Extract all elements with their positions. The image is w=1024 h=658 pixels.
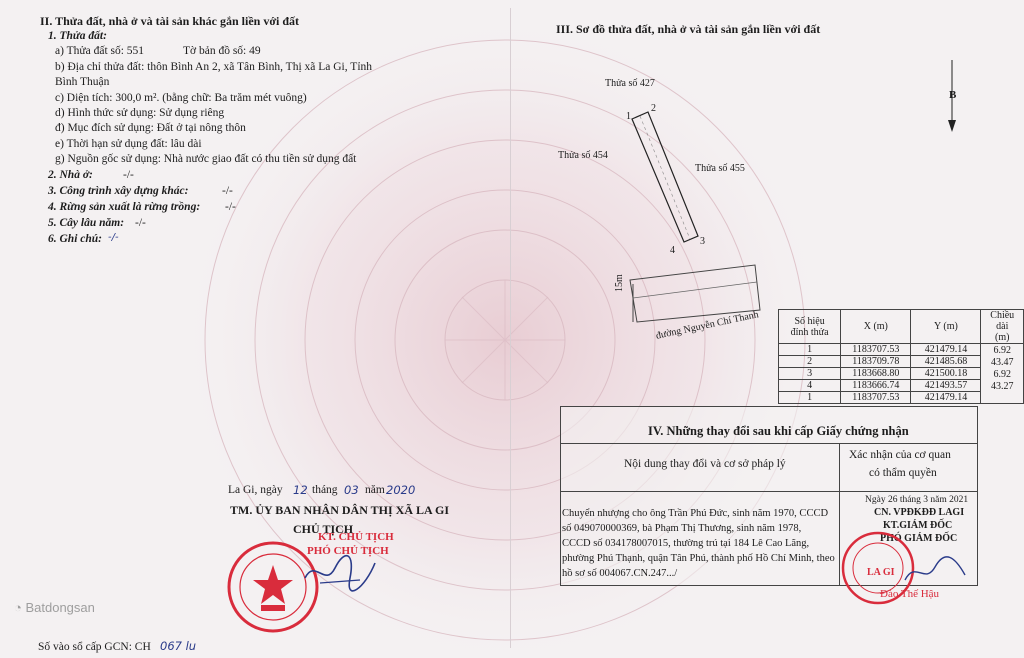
- coordinate-table-header: [779, 310, 1024, 344]
- sign-date-year-label: năm: [365, 484, 385, 496]
- parcel-area: c) Diện tích: 300,0 m². (bằng chữ: Ba trăm mét vuông): [55, 92, 307, 104]
- confirm-kt-director: KT.GIÁM ĐỐC: [883, 520, 953, 531]
- batdongsan-watermark-text: Batdongsan: [25, 600, 95, 615]
- table-row: [779, 380, 1024, 392]
- north-letter: B: [949, 89, 957, 101]
- label-parcel-455: Thửa số 455: [695, 163, 745, 174]
- usage-origin: g) Nguồn gốc sử dụng: Nhà nước giao đất có thu tiền sử dụng đất: [55, 153, 357, 165]
- red-title-kt: KT. CHỦ TỊCH: [318, 531, 394, 543]
- length-value: 6.92: [981, 368, 1024, 380]
- header-vertex-line1: Số hiệu: [794, 315, 825, 327]
- item-3-value: -/-: [222, 185, 233, 197]
- signer-organization: TM. ỦY BAN NHÂN DÂN THỊ XÃ LA GI: [230, 503, 450, 517]
- director-signature: [900, 555, 970, 590]
- y-value: 421493.57: [911, 380, 981, 392]
- confirm-date: Ngày 26 tháng 3 năm 2021: [865, 495, 969, 505]
- confirm-vice-director: PHÓ GIÁM ĐỐC: [880, 533, 958, 544]
- length-empty-cell: [981, 392, 1024, 404]
- item-4-heading: 4. Rừng sản xuất là rừng trồng:: [48, 201, 201, 213]
- confirm-organization: CN. VPĐKĐĐ LAGI: [874, 507, 965, 518]
- north-arrow-icon: [948, 120, 956, 132]
- item-4-value: -/-: [225, 201, 236, 213]
- center-fold-line: [510, 8, 511, 648]
- vertex-4-label: 4: [670, 245, 675, 256]
- usage-form: d) Hình thức sử dụng: Sử dụng riêng: [55, 107, 225, 119]
- sign-date-prefix: La Gi, ngày: [228, 484, 283, 496]
- vertex-id: 1: [779, 392, 841, 404]
- transfer-entry-line2: số 049070000369, bà Phạm Thị Thương, sinh năm 1978,: [562, 523, 802, 534]
- x-value: 1183707.53: [841, 392, 911, 404]
- sign-date-year: 2020: [386, 483, 416, 497]
- length-value: 43.27: [981, 380, 1024, 392]
- gcn-registry-number: 067 lu: [160, 639, 197, 653]
- header-length-line1: Chiều dài: [990, 310, 1015, 332]
- gcn-registry-label: Số vào sổ cấp GCN: CH: [38, 641, 151, 653]
- x-value: 1183668.80: [841, 368, 911, 380]
- changes-right-header-line2: có thẩm quyền: [869, 467, 937, 479]
- transfer-entry-line4: phường Phú Thạnh, quận Tân Phú, thành phố Hồ Chí Minh, theo: [562, 553, 835, 564]
- batdongsan-logo-icon: ◔: [14, 600, 22, 615]
- vertex-id: 1: [779, 344, 841, 356]
- item-5-value: -/-: [135, 217, 146, 229]
- road-centerline: [633, 282, 757, 298]
- parcel-number: a) Thửa đất số: 551: [55, 45, 145, 57]
- vertex-3-label: 3: [700, 236, 705, 247]
- table-row: [779, 368, 1024, 380]
- x-value: 1183707.53: [841, 344, 911, 356]
- table-row: [779, 344, 1024, 356]
- header-length-line2: (m): [995, 332, 1010, 343]
- usage-term: e) Thời hạn sử dụng đất: lâu dài: [55, 138, 202, 150]
- sign-date-month: 03: [344, 483, 359, 497]
- usage-purpose: đ) Mục đích sử dụng: Đất ở tại nông thôn: [55, 122, 246, 134]
- item-2-value: -/-: [123, 169, 134, 181]
- transfer-entry-line3: CCCD số 034178007015, thường trú tại 184 Lê Cao Lãng,: [562, 538, 810, 549]
- x-value: 1183666.74: [841, 380, 911, 392]
- x-value: 1183709.78: [841, 356, 911, 368]
- changes-left-header: Nội dung thay đổi và cơ sở pháp lý: [624, 458, 786, 470]
- item-6-heading: 6. Ghi chú:: [48, 233, 102, 245]
- batdongsan-watermark: [14, 600, 95, 615]
- item-1-heading: 1. Thửa đất:: [48, 30, 107, 42]
- header-length: [981, 310, 1024, 344]
- y-value: 421479.14: [911, 392, 981, 404]
- parcel-address-line2: Bình Thuận: [55, 76, 110, 88]
- changes-right-header-line1: Xác nhận của cơ quan: [849, 449, 951, 461]
- signer-title: CHỦ TỊCH: [293, 522, 354, 536]
- road-width-label: 15m: [614, 274, 625, 292]
- header-vertex: [779, 310, 841, 344]
- chairman-signature: [300, 548, 380, 593]
- transfer-entry-line1: Chuyển nhượng cho ông Trần Phú Đức, sinh năm 1970, CCCD: [562, 508, 829, 519]
- coordinate-table: [778, 309, 1024, 404]
- parcel-address-line1: b) Địa chỉ thửa đất: thôn Bình An 2, xã Tân Bình, Thị xã La Gi, Tỉnh: [55, 61, 373, 73]
- vertex-id: 2: [779, 356, 841, 368]
- parcel-sketch-diagram: [540, 60, 1010, 350]
- map-sheet-number: Tờ bản đồ số: 49: [183, 45, 261, 57]
- section-2-title: II. Thửa đất, nhà ở và tài sản khác gắn liền với đất: [40, 14, 300, 28]
- vertex-1-label: 1: [626, 111, 631, 122]
- label-parcel-427: Thửa số 427: [605, 78, 655, 89]
- item-6-handwritten-note: -/-: [108, 232, 119, 243]
- vertex-id: 3: [779, 368, 841, 380]
- item-3-heading: 3. Công trình xây dựng khác:: [48, 185, 189, 197]
- sign-date-month-label: tháng: [312, 484, 338, 496]
- vertex-id: 4: [779, 380, 841, 392]
- header-y: Y (m): [911, 310, 981, 344]
- table-row: [779, 392, 1024, 404]
- parcel-outline: [632, 112, 698, 242]
- item-5-heading: 5. Cây lâu năm:: [48, 217, 125, 229]
- length-value: 6.92: [981, 344, 1024, 356]
- item-2-heading: 2. Nhà ở:: [48, 169, 93, 181]
- length-value: 43.47: [981, 356, 1024, 368]
- y-value: 421479.14: [911, 344, 981, 356]
- red-title-vice-chairman: PHÓ CHỦ TỊCH: [307, 545, 389, 557]
- header-vertex-line2: đỉnh thửa: [790, 326, 829, 338]
- section-4-title: IV. Những thay đổi sau khi cấp Giấy chứng nhận: [648, 424, 909, 438]
- road-name-label: đường Nguyễn Chí Thanh: [655, 309, 760, 342]
- label-parcel-454: Thửa số 454: [558, 150, 608, 161]
- table-row: [779, 356, 1024, 368]
- confirm-signer-name: Đào Thế Hậu: [880, 588, 940, 600]
- sign-date-day: 12: [293, 483, 308, 497]
- parcel-inner-line: [640, 116, 690, 239]
- header-x: X (m): [841, 310, 911, 344]
- y-value: 421485.68: [911, 356, 981, 368]
- section-3-title: III. Sơ đồ thửa đất, nhà ở và tài sản gắn liền với đất: [556, 22, 821, 36]
- transfer-entry-line5: hồ sơ số 004067.CN.247.../: [562, 568, 678, 579]
- vertex-2-label: 2: [651, 103, 656, 114]
- seal-label: LA GI: [867, 567, 895, 578]
- y-value: 421500.18: [911, 368, 981, 380]
